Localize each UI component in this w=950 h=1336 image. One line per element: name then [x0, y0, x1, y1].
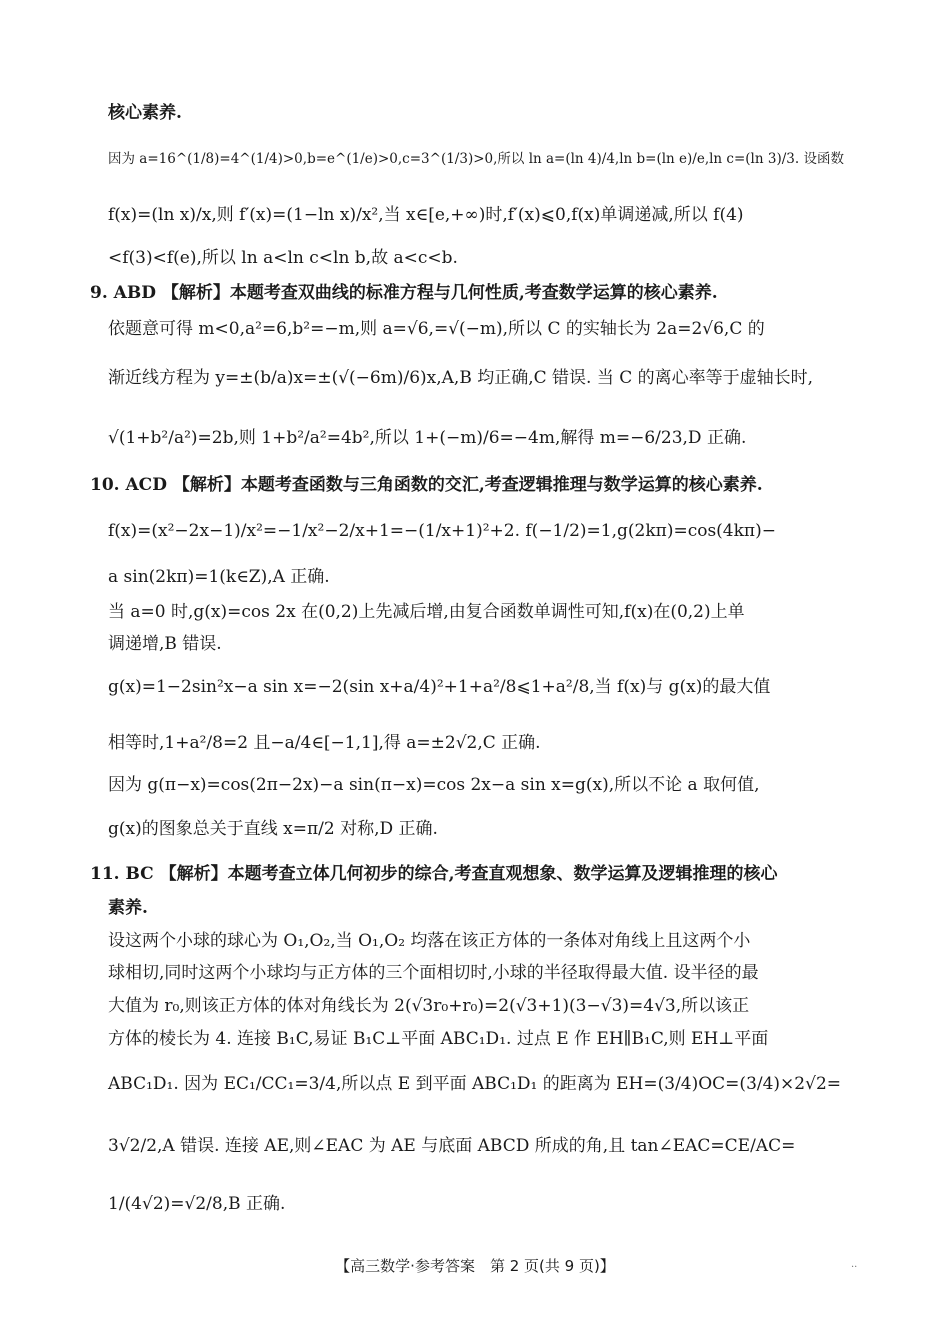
text-line: g(x)的图象总关于直线 x=π/2 对称,D 正确.: [108, 819, 438, 839]
text-line: 调递增,B 错误.: [108, 634, 222, 654]
text-line: f(x)=(x²−2x−1)/x²=−1/x²−2/x+1=−(1/x+1)²+2. f(−1/2)=1,g(2kπ)=cos(4kπ)−: [108, 521, 776, 541]
text-line: 设这两个小球的球心为 O₁,O₂,当 O₁,O₂ 均落在该正方体的一条体对角线上且这两个小: [108, 931, 751, 951]
text-line: 依题意可得 m<0,a²=6,b²=−m,则 a=√6,=√(−m),所以 C 的实轴长为 2a=2√6,C 的: [108, 319, 765, 339]
text-line: 方体的棱长为 4. 连接 B₁C,易证 B₁C⊥平面 ABC₁D₁. 过点 E 作 EH∥B₁C,则 EH⊥平面: [108, 1029, 769, 1049]
section-heading-9: 9. ABD 【解析】本题考查双曲线的标准方程与几何性质,考查数学运算的核心素养.: [90, 283, 718, 303]
text-line: 因为 g(π−x)=cos(2π−2x)−a sin(π−x)=cos 2x−a sin x=g(x),所以不论 a 取何值,: [108, 775, 760, 795]
text-line: 1/(4√2)=√2/8,B 正确.: [108, 1194, 286, 1214]
text-line: 3√2/2,A 错误. 连接 AE,则∠EAC 为 AE 与底面 ABCD 所成的角,且 tan∠EAC=CE/AC=: [108, 1136, 796, 1156]
text-line: f(x)=(ln x)/x,则 f′(x)=(1−ln x)/x²,当 x∈[e,+∞)时,f′(x)⩽0,f(x)单调递减,所以 f(4): [108, 205, 744, 225]
text-line: 球相切,同时这两个小球均与正方体的三个面相切时,小球的半径取得最大值. 设半径的最: [108, 963, 759, 983]
text-line: 核心素养.: [108, 103, 182, 123]
text-line: 相等时,1+a²/8=2 且−a/4∈[−1,1],得 a=±2√2,C 正确.: [108, 733, 541, 753]
text-line: √(1+b²/a²)=2b,则 1+b²/a²=4b²,所以 1+(−m)/6=−4m,解得 m=−6/23,D 正确.: [108, 428, 747, 448]
text-line: a sin(2kπ)=1(k∈Z),A 正确.: [108, 567, 330, 587]
section-heading-11: 11. BC 【解析】本题考查立体几何初步的综合,考查直观想象、数学运算及逻辑推理的核心: [90, 864, 778, 884]
text-line: 渐近线方程为 y=±(b/a)x=±(√(−6m)/6)x,A,B 均正确,C 错误. 当 C 的离心率等于虚轴长时,: [108, 368, 814, 388]
text-line: 当 a=0 时,g(x)=cos 2x 在(0,2)上先减后增,由复合函数单调性可知,f(x)在(0,2)上单: [108, 602, 745, 622]
text-line: ABC₁D₁. 因为 EC₁/CC₁=3/4,所以点 E 到平面 ABC₁D₁ 的距离为 EH=(3/4)OC=(3/4)×2√2=: [108, 1074, 842, 1094]
corner-mark: ··: [851, 1262, 858, 1273]
text-line: 素养.: [108, 898, 148, 918]
text-line: <f(3)<f(e),所以 ln a<ln c<ln b,故 a<c<b.: [108, 248, 458, 268]
text-line: g(x)=1−2sin²x−a sin x=−2(sin x+a/4)²+1+a²/8⩽1+a²/8,当 f(x)与 g(x)的最大值: [108, 677, 771, 697]
section-heading-10: 10. ACD 【解析】本题考查函数与三角函数的交汇,考查逻辑推理与数学运算的核心素养.: [90, 475, 763, 495]
text-line: 因为 a=16^(1/8)=4^(1/4)>0,b=e^(1/e)>0,c=3^(1/3)>0,所以 ln a=(ln 4)/4,ln b=(ln e)/e,ln c=(ln 3)/3. 设函数: [108, 151, 844, 167]
page-footer: 【高三数学·参考答案 第 2 页(共 9 页)】: [335, 1257, 615, 1275]
text-line: 大值为 r₀,则该正方体的体对角线长为 2(√3r₀+r₀)=2(√3+1)(3−√3)=4√3,所以该正: [108, 996, 750, 1016]
